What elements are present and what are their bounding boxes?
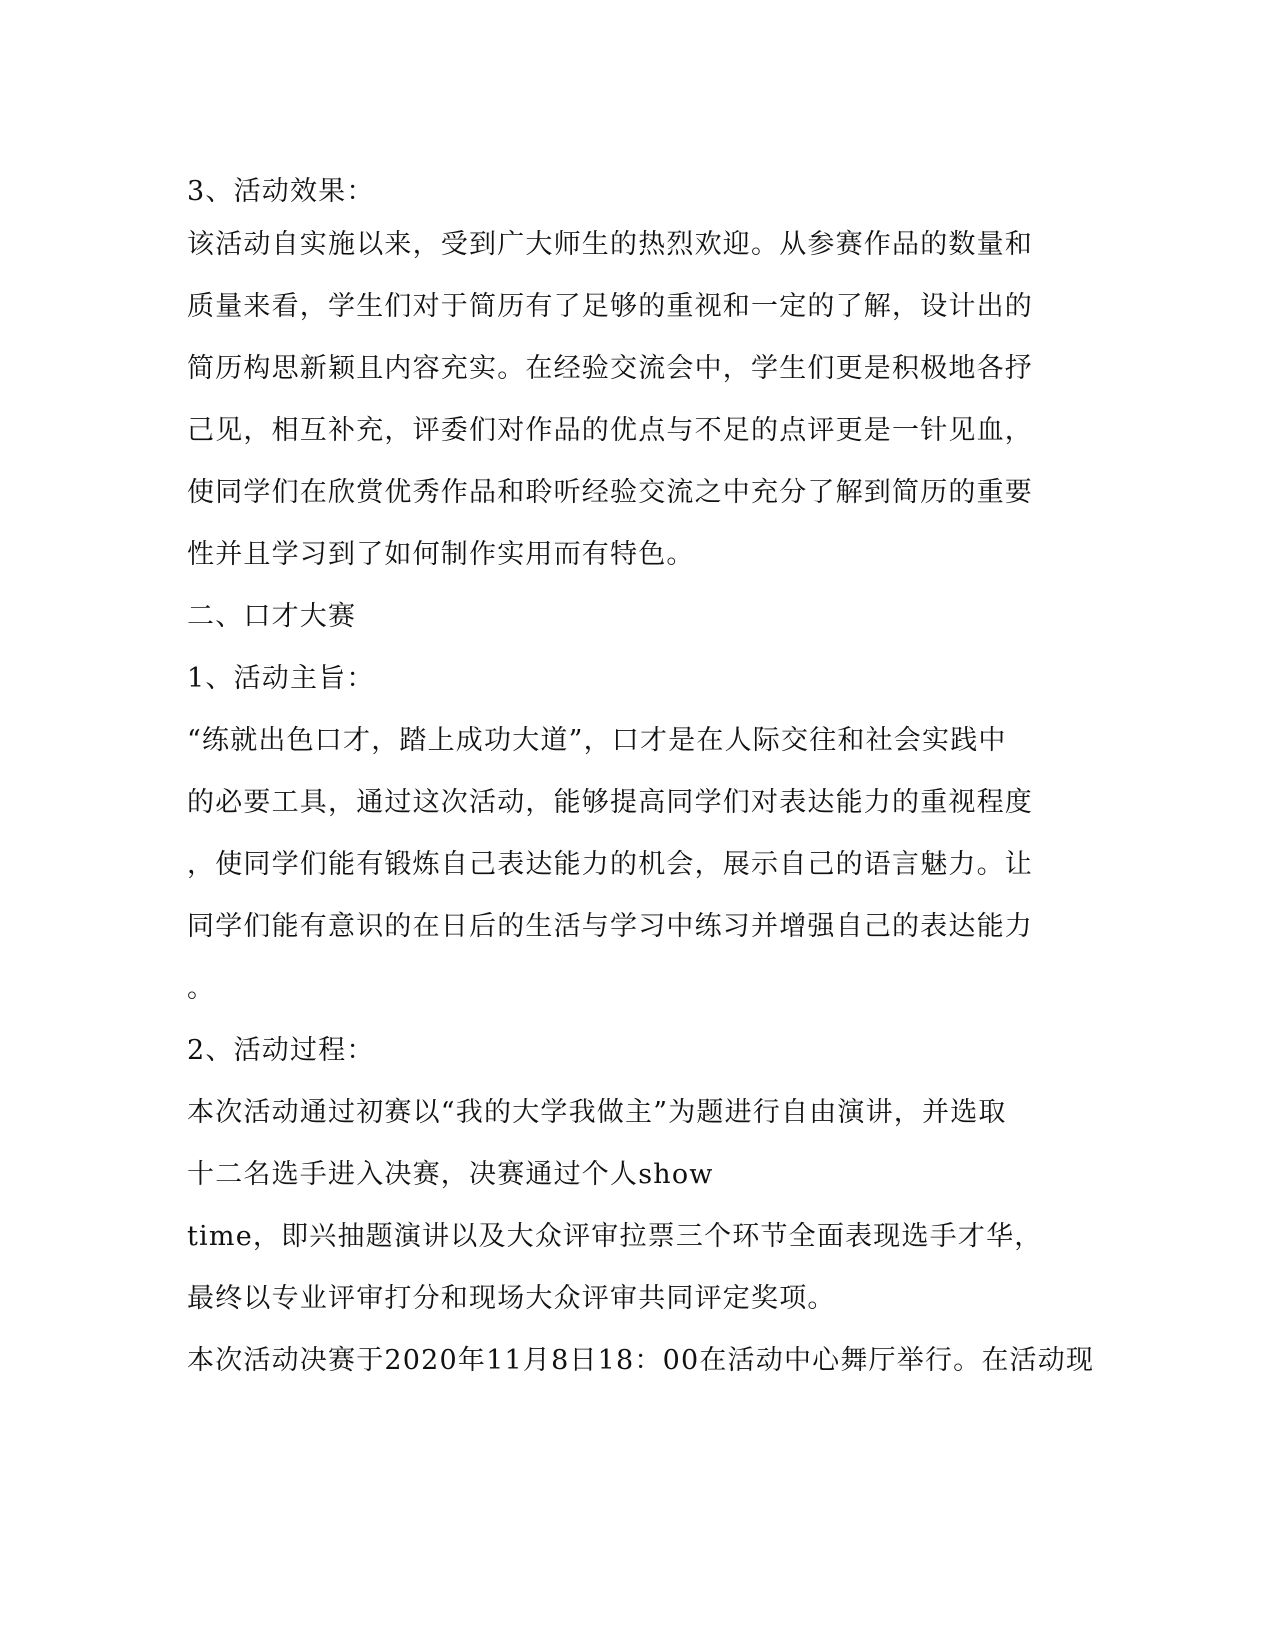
paragraph-line: 己见，相互补充，评委们对作品的优点与不足的点评更是一针见血， bbox=[187, 415, 1033, 446]
paragraph-line: 使同学们在欣赏优秀作品和聆听经验交流之中充分了解到简历的重要 bbox=[187, 477, 1033, 508]
paragraph-line: 最终以专业评审打分和现场大众评审共同评定奖项。 bbox=[187, 1283, 836, 1314]
heading-activity-purpose: 1、活动主旨： bbox=[187, 663, 375, 694]
paragraph-line: 该活动自实施以来，受到广大师生的热烈欢迎。从参赛作品的数量和 bbox=[187, 229, 1033, 260]
section-heading-eloquence-contest: 二、口才大赛 bbox=[187, 601, 357, 632]
paragraph-line: 本次活动通过初赛以“我的大学我做主”为题进行自由演讲，并选取 bbox=[187, 1097, 1007, 1128]
paragraph-line: 简历构思新颖且内容充实。在经验交流会中，学生们更是积极地各抒 bbox=[187, 353, 1033, 384]
paragraph-line: 性并且学习到了如何制作实用而有特色。 bbox=[187, 539, 695, 570]
heading-activity-process: 2、活动过程： bbox=[187, 1035, 375, 1066]
paragraph-line: 质量来看，学生们对于简历有了足够的重视和一定的了解，设计出的 bbox=[187, 291, 1033, 322]
paragraph-line: ，使同学们能有锻炼自己表达能力的机会，展示自己的语言魅力。让 bbox=[187, 849, 1033, 880]
heading-activity-effect: 3、活动效果： bbox=[187, 176, 375, 207]
paragraph-line: time，即兴抽题演讲以及大众评审拉票三个环节全面表现选手才华， bbox=[187, 1221, 1043, 1252]
paragraph-line: 的必要工具，通过这次活动，能够提高同学们对表达能力的重视程度 bbox=[187, 787, 1033, 818]
paragraph-line: 。 bbox=[187, 973, 216, 1004]
paragraph-line: 同学们能有意识的在日后的生活与学习中练习并增强自己的表达能力 bbox=[187, 911, 1033, 942]
paragraph-line: 十二名选手进入决赛，决赛通过个人show bbox=[187, 1159, 714, 1190]
paragraph-line: 本次活动决赛于2020年11月8日18：00在活动中心舞厅举行。在活动现 bbox=[187, 1345, 1095, 1376]
paragraph-line: “练就出色口才，踏上成功大道”，口才是在人际交往和社会实践中 bbox=[187, 725, 1007, 756]
